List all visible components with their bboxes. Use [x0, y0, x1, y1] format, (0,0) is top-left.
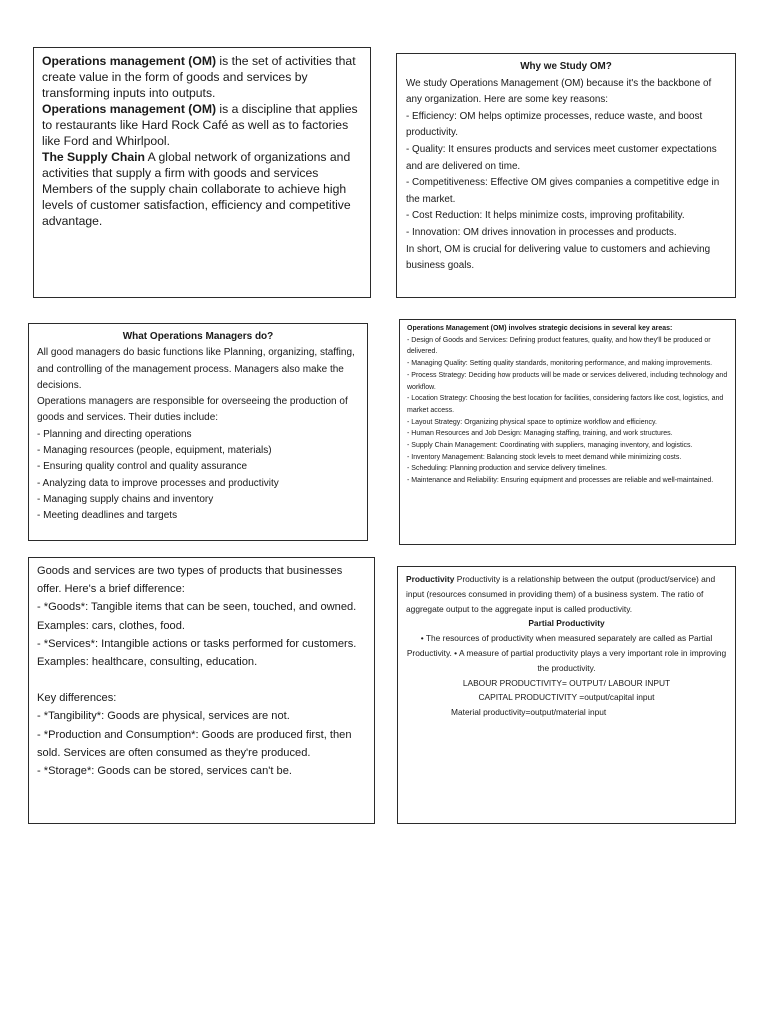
capital-productivity-formula: CAPITAL PRODUCTIVITY =output/capital input	[478, 692, 655, 703]
difference-item: - *Storage*: Goods can be stored, services can't be.	[37, 765, 292, 778]
decision-item: - Inventory Management: Balancing stock levels to meet demand while minimizing costs.	[407, 453, 682, 461]
decision-item: - Maintenance and Reliability: Ensuring equipment and processes are reliable and well-maintained.	[407, 477, 714, 485]
duty-item: - Planning and directing operations	[37, 428, 192, 440]
duty-item: - Meeting deadlines and targets	[37, 510, 178, 522]
managers-responsibility-paragraph: Operations managers are responsible for overseeing the production of goods and services. Their duties include:	[37, 396, 348, 424]
productivity-card	[397, 566, 736, 824]
partial-productivity-title: Partial Productivity	[528, 618, 605, 629]
reason-item: - Efficiency: OM helps optimize processes, reduce waste, and boost productivity.	[406, 110, 703, 139]
labour-productivity-formula: LABOUR PRODUCTIVITY= OUTPUT/ LABOUR INPUT	[462, 677, 671, 688]
supply-chain-text: A global network of organizations and activities that supply a firm with goods and services Members of the supply chain collaborate to achieve high levels of customer satisfaction, efficiency and competitive advantage.	[42, 150, 351, 228]
om-term: Operations management (OM)	[42, 54, 217, 68]
goods-services-intro: Goods and services are two types of products that businesses offer. Here's a brief difference:	[37, 565, 343, 596]
services-definition: - *Services*: Intangible actions or tasks performed for customers. Examples: healthcare, consulting, education.	[37, 637, 357, 669]
decision-item: - Layout Strategy: Organizing physical space to optimize workflow and efficiency.	[407, 418, 657, 426]
duty-item: - Ensuring quality control and quality assurance	[37, 461, 248, 473]
reason-item: - Cost Reduction: It helps minimize costs, improving profitability.	[406, 210, 685, 222]
managers-duties-title: What Operations Managers do?	[122, 331, 274, 342]
goods-services-card	[28, 557, 375, 824]
why-study-om-title: Why we Study OM?	[520, 61, 612, 72]
reason-item: - Competitiveness: Effective OM gives companies a competitive edge in the market.	[406, 177, 720, 205]
supply-chain-term: The Supply Chain	[42, 150, 145, 164]
supply-chain-paragraph	[42, 149, 362, 229]
difference-item: - *Tangibility*: Goods are physical, services are not.	[37, 710, 290, 723]
strategic-decisions-card	[399, 319, 736, 545]
partial-productivity-bullets: • The resources of productivity when measured separately are called as Partial Productivity. • A measure of partial productivity plays a very important role in improving the productivity.	[406, 633, 727, 673]
om-definition-paragraph	[42, 53, 362, 101]
material-productivity-formula: Material productivity=output/material input	[451, 707, 607, 718]
duty-item: - Managing supply chains and inventory	[37, 493, 214, 505]
productivity-paragraph	[406, 572, 727, 616]
goods-definition: - *Goods*: Tangible items that can be seen, touched, and owned. Examples: cars, clothes, food.	[37, 601, 357, 632]
duty-item: - Managing resources (people, equipment, materials)	[37, 445, 272, 457]
om-term-2: Operations management (OM)	[42, 102, 217, 116]
productivity-term: Productivity	[406, 574, 455, 584]
managers-functions-paragraph: All good managers do basic functions like Planning, organizing, staffing, and controlling of the management process. Managers also make the decisions.	[37, 347, 355, 391]
om-definition-text: is the set of activities that create value in the form of goods and services by transforming inputs into outputs.	[42, 54, 356, 100]
key-differences-title: Key differences:	[37, 692, 117, 705]
decision-item: - Process Strategy: Deciding how products will be made or services delivered, including technology and workflow.	[407, 371, 728, 391]
why-study-om-intro: We study Operations Management (OM) because it's the backbone of any organization. Here are some key reasons:	[406, 77, 712, 106]
om-discipline-text: is a discipline that applies to restaurants like Hard Rock Café as well as to factories like Ford and Whirlpool.	[42, 102, 358, 148]
om-definition-card	[33, 47, 371, 298]
decision-item: - Design of Goods and Services: Defining product features, quality, and how they'll be produced or delivered.	[407, 336, 711, 356]
decision-item: - Managing Quality: Setting quality standards, monitoring performance, and making improvements.	[407, 360, 713, 368]
decision-item: - Location Strategy: Choosing the best location for facilities, considering factors like cost, logistics, and market access.	[407, 395, 724, 414]
managers-duties-card	[28, 323, 368, 541]
why-study-om-conclusion: In short, OM is crucial for delivering value to customers and achieving business goals.	[406, 243, 711, 272]
om-discipline-paragraph	[42, 101, 362, 149]
reason-item: - Quality: It ensures products and services meet customer expectations and are delivered on time.	[406, 143, 717, 172]
reason-item: - Innovation: OM drives innovation in processes and products.	[406, 226, 677, 238]
decision-item: - Scheduling: Planning production and service delivery timelines.	[407, 465, 607, 473]
productivity-text: Productivity is a relationship between the output (product/service) and input (resources consumed in providing them) of a business system. The ratio of aggregate output to the aggregate input is called productivity.	[406, 574, 716, 614]
spacer	[37, 671, 366, 689]
decision-item: - Human Resources and Job Design: Managing staffing, training, and work structures.	[407, 430, 673, 438]
why-study-om-card	[396, 53, 736, 298]
difference-item: - *Production and Consumption*: Goods are produced first, then sold. Services are often consumed as they're produced.	[37, 728, 352, 759]
strategic-decisions-title: Operations Management (OM) involves strategic decisions in several key areas:	[407, 325, 673, 332]
duty-item: - Analyzing data to improve processes and productivity	[37, 477, 279, 489]
decision-item: - Supply Chain Management: Coordinating with suppliers, managing inventory, and logistics.	[407, 442, 693, 450]
